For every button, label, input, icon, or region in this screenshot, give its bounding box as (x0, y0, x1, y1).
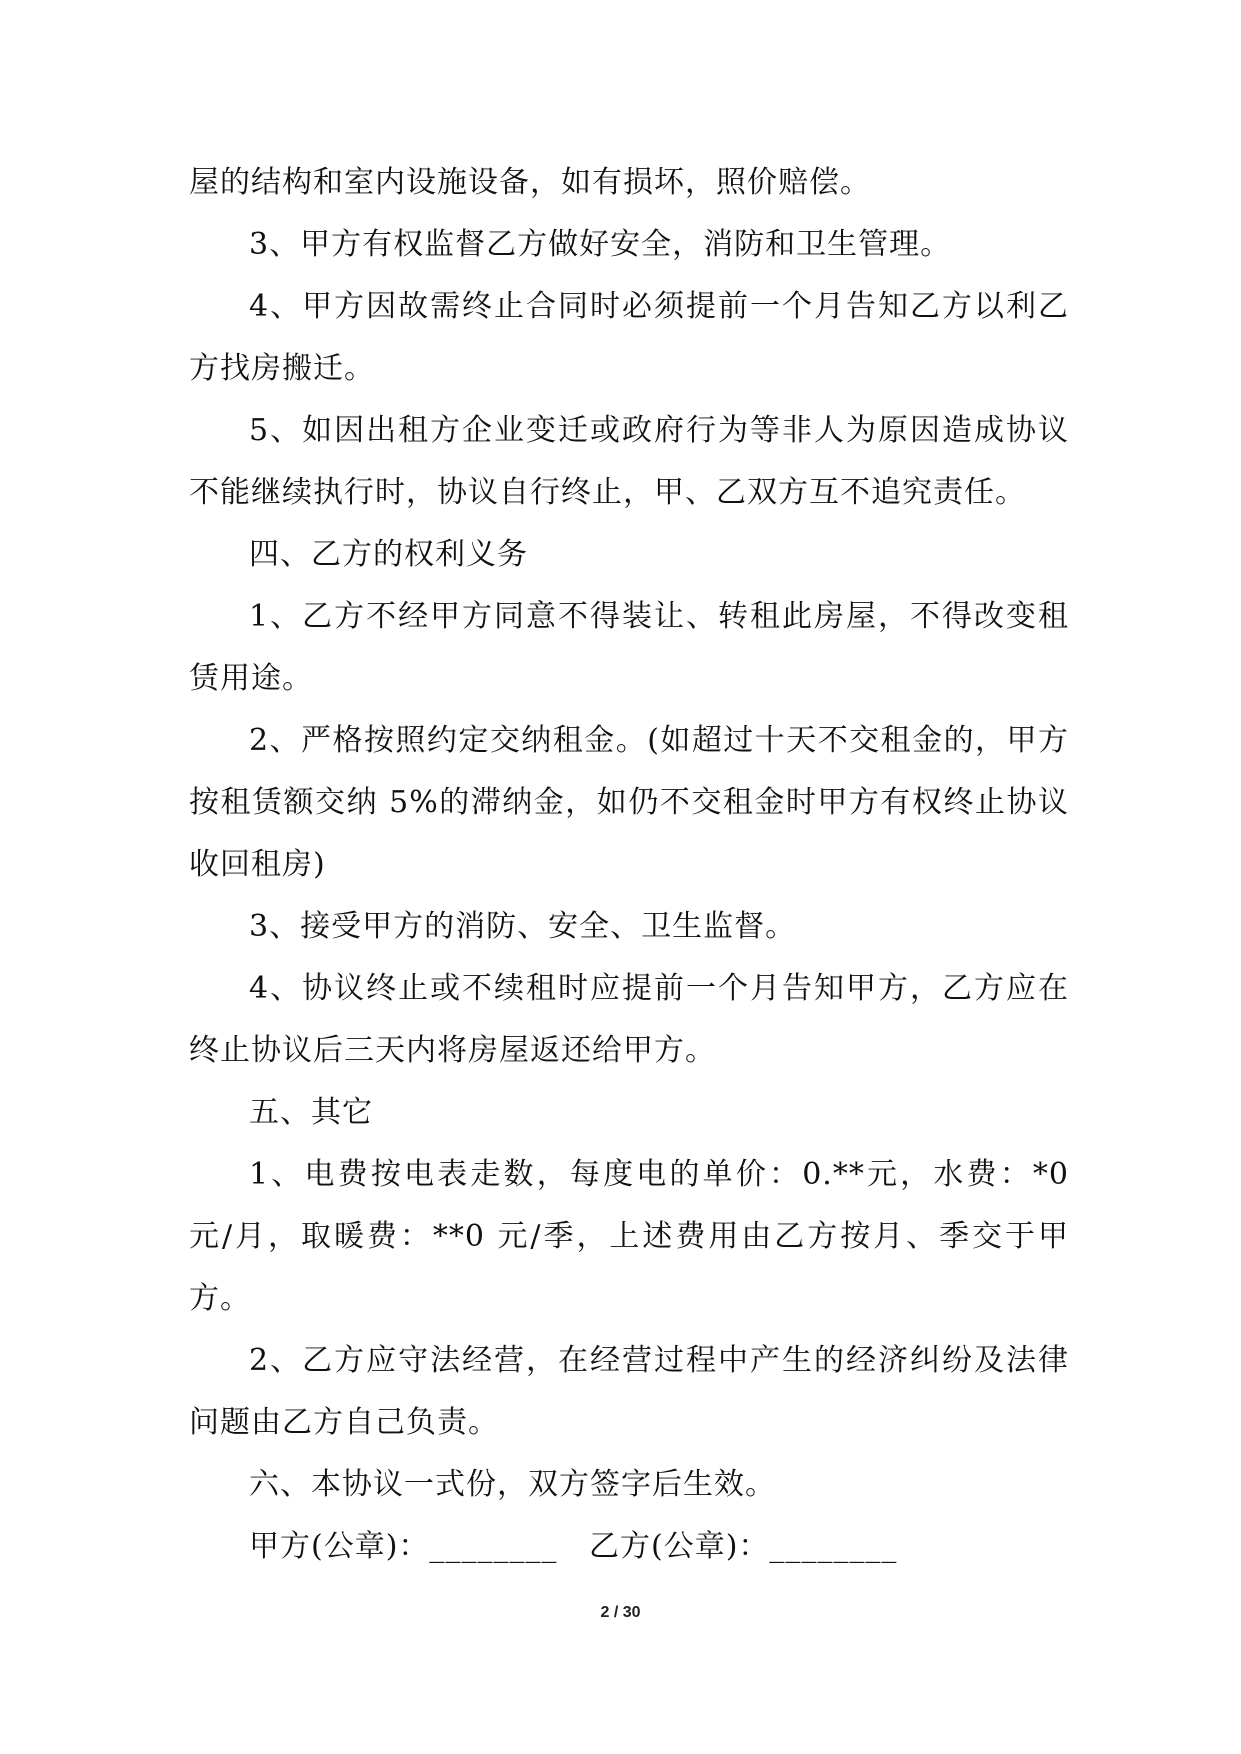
paragraph-item-b3: 3、接受甲方的消防、安全、卫生监督。 (249, 909, 797, 944)
paragraph-item-b2: 2、严格按照约定交纳租金。(如超过十天不交租金的，甲方按租赁额交纳 5%的滞纳金，如仍不交租金时甲方有权终止协议收回租房) (189, 723, 1069, 882)
section-heading-4: 四、乙方的权利义务 (249, 537, 528, 572)
section-heading-5: 五、其它 (249, 1095, 373, 1130)
page-number: 2 / 30 (600, 1604, 641, 1621)
signature-line: 甲方(公章)：________ 乙方(公章)：________ (249, 1529, 898, 1564)
paragraph-item-b1: 1、乙方不经甲方同意不得装让、转租此房屋，不得改变租赁用途。 (189, 599, 1069, 696)
paragraph-item-3: 3、甲方有权监督乙方做好安全，消防和卫生管理。 (249, 227, 952, 262)
paragraph-item-4: 4、甲方因故需终止合同时必须提前一个月告知乙方以利乙方找房搬迁。 (189, 289, 1069, 386)
paragraph-item-b4: 4、协议终止或不续租时应提前一个月告知甲方，乙方应在终止协议后三天内将房屋返还给甲方。 (189, 971, 1069, 1068)
document-body (189, 152, 1069, 1578)
paragraph-item-c2: 2、乙方应守法经营，在经营过程中产生的经济纠纷及法律问题由乙方自己负责。 (189, 1343, 1069, 1440)
paragraph-item-5: 5、如因出租方企业变迁或政府行为等非人为原因造成协议不能继续执行时，协议自行终止，甲、乙双方互不追究责任。 (189, 413, 1069, 510)
paragraph-continuation: 屋的结构和室内设施设备，如有损坏，照价赔偿。 (189, 165, 871, 200)
paragraph-item-c1: 1、电费按电表走数，每度电的单价：0.**元，水费：*0 元/月，取暖费：**0 元/季，上述费用由乙方按月、季交于甲方。 (189, 1157, 1069, 1316)
section-heading-6: 六、本协议一式份，双方签字后生效。 (249, 1467, 776, 1502)
